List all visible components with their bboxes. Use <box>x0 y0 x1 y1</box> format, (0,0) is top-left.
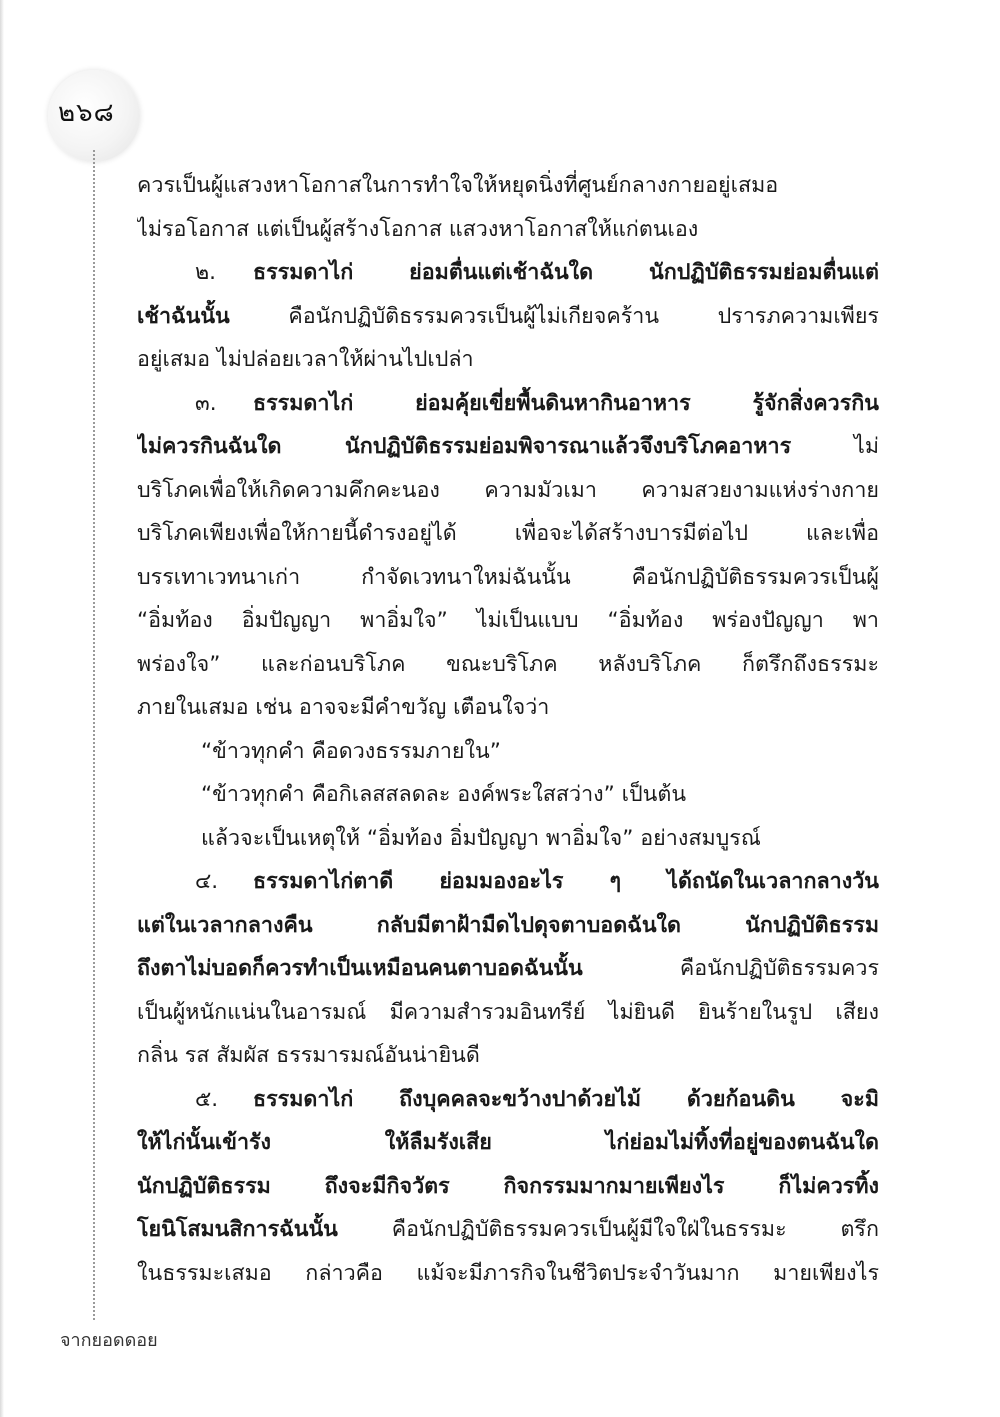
bold-text: ธรรมดาไก่ ย่อมคุ้ยเขี่ยพื้นดินหากินอาหาร รู้จักสิ่งควรกิน <box>253 390 879 416</box>
text-line <box>137 1165 879 1209</box>
text-line: ในธรรมะเสมอ กล่าวคือ แม้จะมีภารกิจในชีวิตประจำวันมาก มายเพียงไร <box>137 1260 879 1286</box>
section-4-heading <box>137 860 879 904</box>
text-span: ไม่ <box>791 434 879 459</box>
text-line: เป็นผู้หนักแน่นในอารมณ์ มีความสำรวมอินทรีย์ ไม่ยินดี ยินร้ายในรูป เสียง <box>137 999 879 1025</box>
quote-line: “ข้าวทุกคำ คือกิเลสสลดละ องค์พระใสสว่าง” เป็นต้น <box>201 782 687 807</box>
section-2-heading <box>137 251 879 295</box>
text-line <box>137 1121 879 1165</box>
bold-text: ธรรมดาไก่ ถึงบุคคลจะขว้างปาด้วยไม้ ด้วยก้อนดิน จะมิ <box>253 1086 879 1112</box>
text-line: บรรเทาเวทนาเก่า กำจัดเวทนาใหม่ฉันนั้น คือนักปฏิบัติธรรมควรเป็นผู้ <box>137 564 879 590</box>
bold-text: ธรรมดาไก่ตาดี ย่อมมองอะไร ๆ ได้ถนัดในเวลากลางวัน <box>253 869 879 894</box>
bold-text: ให้ไก่นั้นเข้ารัง ให้ลืมรังเสีย ไก่ย่อมไม่ทิ้งที่อยู่ของตนฉันใด <box>137 1130 879 1155</box>
footer-book-title: จากยอดดอย <box>60 1330 158 1351</box>
item-number: ๒. <box>195 260 217 285</box>
margin-dotted-rule <box>93 150 95 1320</box>
item-number: ๔. <box>195 869 219 894</box>
section-3-heading <box>137 382 879 426</box>
item-number: ๓. <box>195 390 217 416</box>
bold-text: แต่ในเวลากลางคืน กลับมีตาฝ้ามืดไปดุจตาบอดฉันใด นักปฏิบัติธรรม <box>137 912 879 938</box>
text-line <box>137 295 879 339</box>
item-number: ๕. <box>195 1086 219 1112</box>
text-span: คือนักปฏิบัติธรรมควรเป็นผู้ไม่เกียจคร้าน ปรารภความเพียร <box>229 303 879 329</box>
text-line: “อิ่มท้อง อิ่มปัญญา พาอิ่มใจ” ไม่เป็นแบบ “อิ่มท้อง พร่องปัญญา พา <box>137 608 879 633</box>
quote-line: “ข้าวทุกคำ คือดวงธรรมภายใน” <box>201 738 501 764</box>
text-line <box>137 947 879 991</box>
text-span: คือนักปฏิบัติธรรมควร <box>582 956 879 981</box>
text-line: ไม่รอโอกาส แต่เป็นผู้สร้างโอกาส แสวงหาโอกาสให้แก่ตนเอง <box>137 216 699 242</box>
text-line <box>137 904 879 948</box>
bold-text: นักปฏิบัติธรรม ถึงจะมีกิจวัตร กิจกรรมมากมายเพียงไร ก็ไม่ควรทิ้ง <box>137 1173 879 1199</box>
text-line <box>137 425 879 469</box>
text-line: ควรเป็นผู้แสวงหาโอกาสในการทำใจให้หยุดนิ่งที่ศูนย์กลางกายอยู่เสมอ <box>137 173 779 198</box>
text-line: อยู่เสมอ ไม่ปล่อยเวลาให้ผ่านไปเปล่า <box>137 347 474 372</box>
text-line: แล้วจะเป็นเหตุให้ “อิ่มท้อง อิ่มปัญญา พาอิ่มใจ” อย่างสมบูรณ์ <box>201 825 761 851</box>
bold-text: ถึงตาไม่บอดก็ควรทำเป็นเหมือนคนตาบอดฉันนั้น <box>137 956 583 981</box>
page-edge <box>0 0 4 1417</box>
text-line: บริโภคเพียงเพื่อให้กายนี้ดำรงอยู่ได้ เพื่อจะได้สร้างบารมีต่อไป และเพื่อ <box>137 521 879 546</box>
text-line: พร่องใจ” และก่อนบริโภค ขณะบริโภค หลังบริโภค ก็ตรึกถึงธรรมะ <box>137 651 879 677</box>
page-number: ๒๖๘ <box>58 98 115 128</box>
bold-text: ธรรมดาไก่ ย่อมตื่นแต่เช้าฉันใด นักปฏิบัติธรรมย่อมตื่นแต่ <box>253 260 879 285</box>
bold-text: เช้าฉันนั้น <box>137 303 230 329</box>
bold-text: โยนิโสมนสิการฉันนั้น <box>137 1217 338 1242</box>
body-text <box>137 164 879 1295</box>
bold-text: ไม่ควรกินฉันใด นักปฏิบัติธรรมย่อมพิจารณาแล้วจึงบริโภคอาหาร <box>137 434 792 459</box>
text-line <box>137 1208 879 1252</box>
section-5-heading <box>137 1078 879 1122</box>
text-span: คือนักปฏิบัติธรรมควรเป็นผู้มีใจใฝ่ในธรรมะ ตรึก <box>337 1217 879 1242</box>
text-line: กลิ่น รส สัมผัส ธรรมารมณ์อันน่ายินดี <box>137 1043 480 1068</box>
text-line: บริโภคเพื่อให้เกิดความคึกคะนอง ความมัวเมา ความสวยงามแห่งร่างกาย <box>137 477 879 503</box>
text-line: ภายในเสมอ เช่น อาจจะมีคำขวัญ เตือนใจว่า <box>137 695 550 720</box>
